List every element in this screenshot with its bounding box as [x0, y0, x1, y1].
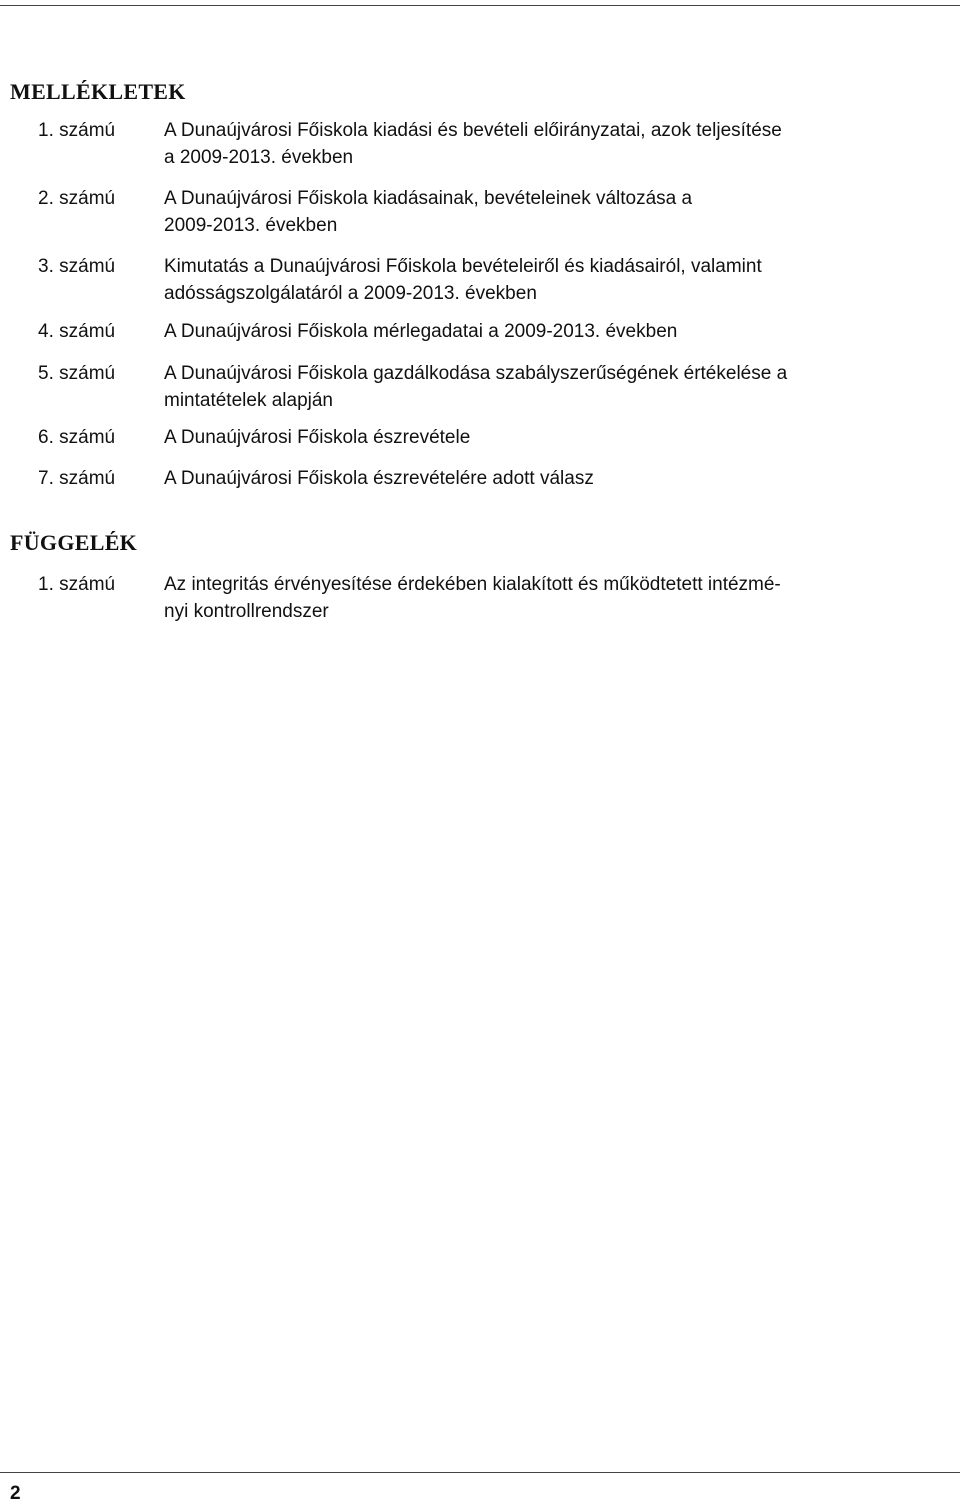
item-title — [164, 117, 934, 171]
item-number: 3. számú — [38, 256, 116, 277]
item-number: 7. számú — [38, 468, 116, 489]
bottom-rule — [0, 1472, 960, 1473]
item-title — [164, 185, 934, 239]
item-title-line: Az integritás érvényesítése érdekében kialakított és működtetett intézmé- — [164, 574, 781, 595]
item-title-line: adósságszolgálatáról a 2009-2013. években — [164, 283, 537, 304]
item-title-line: A Dunaújvárosi Főiskola mérlegadatai a 2009-2013. években — [164, 321, 678, 342]
item-number: 1. számú — [38, 574, 116, 595]
item-title-line: A Dunaújvárosi Főiskola észrevételére adott válasz — [164, 468, 594, 489]
item-title-line: Kimutatás a Dunaújvárosi Főiskola bevételeiről és kiadásairól, valamint — [164, 256, 762, 277]
item-title — [164, 424, 934, 451]
item-title-line: 2009-2013. években — [164, 215, 338, 236]
item-title — [164, 360, 934, 414]
item-title — [164, 465, 934, 492]
item-title-line: A Dunaújvárosi Főiskola észrevétele — [164, 427, 471, 448]
item-title-line: nyi kontrollrendszer — [164, 601, 329, 622]
item-number: 4. számú — [38, 321, 116, 342]
item-number: 6. számú — [38, 427, 116, 448]
top-rule — [0, 5, 960, 6]
item-number: 5. számú — [38, 363, 116, 384]
item-title-line: a 2009-2013. években — [164, 147, 354, 168]
item-number: 2. számú — [38, 188, 116, 209]
page-number: 2 — [10, 1483, 21, 1504]
heading-mellekletek: MELLÉKLETEK — [10, 79, 186, 104]
item-title-line: A Dunaújvárosi Főiskola kiadásainak, bevételeinek változása a — [164, 188, 693, 209]
item-title-line: A Dunaújvárosi Főiskola gazdálkodása szabályszerűségének értékelése a — [164, 363, 788, 384]
item-title-line: A Dunaújvárosi Főiskola kiadási és bevételi előirányzatai, azok teljesítése — [164, 120, 782, 141]
heading-fuggelek: FÜGGELÉK — [10, 530, 138, 555]
item-title — [164, 318, 934, 345]
item-number: 1. számú — [38, 120, 116, 141]
item-title-line: mintatételek alapján — [164, 390, 333, 411]
item-title — [164, 253, 934, 307]
item-title — [164, 571, 934, 625]
